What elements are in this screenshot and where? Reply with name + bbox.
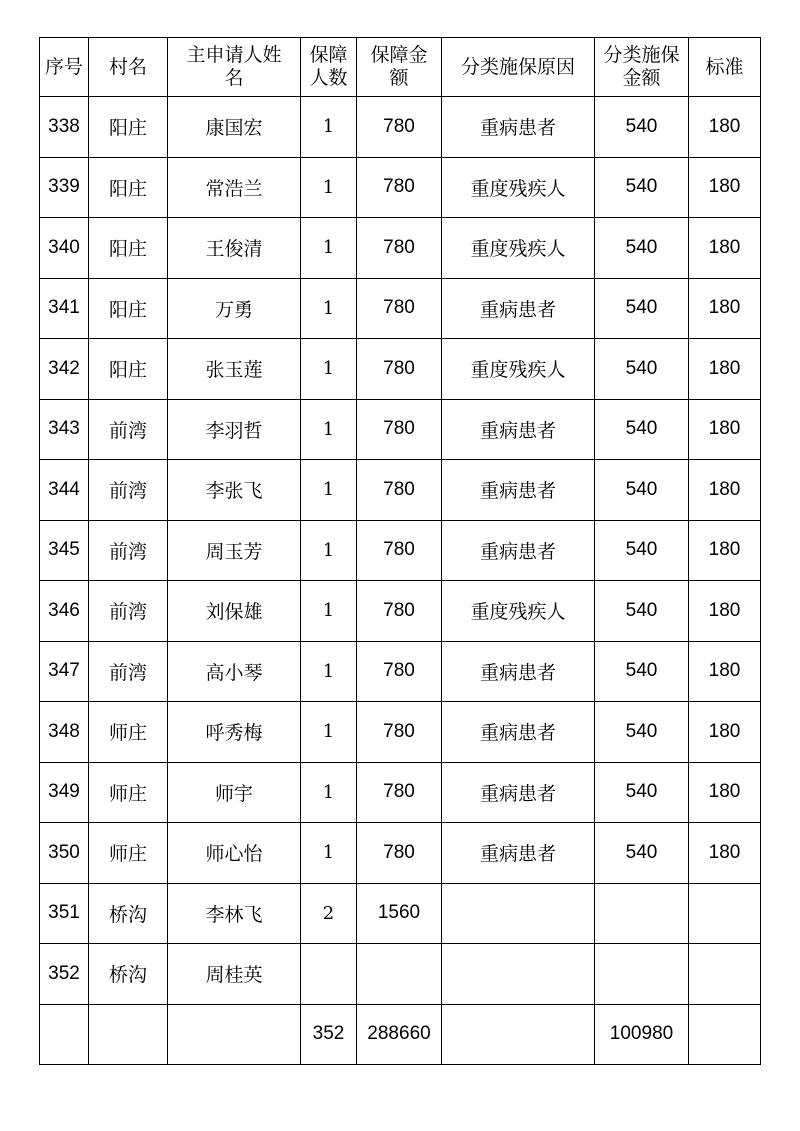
cell-applicant: 师宇 [168,762,301,823]
table-row [40,399,761,460]
cell-reason: 重病患者 [442,702,595,763]
cell-reason: 重度残疾人 [442,157,595,218]
cell-amount: 780 [357,823,442,884]
cell-seq: 346 [40,581,89,642]
header-seq: 序号 [40,38,89,97]
cell-class-amount: 540 [595,581,689,642]
cell-applicant: 张玉莲 [168,339,301,400]
cell-amount: 780 [357,157,442,218]
cell-class-amount: 540 [595,460,689,521]
cell-reason: 重病患者 [442,823,595,884]
cell-amount: 780 [357,278,442,339]
table-row [40,97,761,158]
cell-seq: 338 [40,97,89,158]
cell-persons: 1 [301,520,357,581]
cell-applicant: 呼秀梅 [168,702,301,763]
header-row [40,38,761,97]
cell-seq: 344 [40,460,89,521]
cell-amount: 780 [357,399,442,460]
total-cell-amount: 288660 [357,1004,442,1064]
cell-applicant: 周桂英 [168,944,301,1005]
header-village: 村名 [89,38,168,97]
cell-class-amount: 540 [595,762,689,823]
cell-standard: 180 [689,520,761,581]
table-row [40,702,761,763]
cell-seq: 348 [40,702,89,763]
cell-amount: 780 [357,218,442,279]
cell-amount: 780 [357,520,442,581]
cell-persons: 1 [301,641,357,702]
cell-applicant: 刘保雄 [168,581,301,642]
cell-reason: 重病患者 [442,460,595,521]
cell-seq: 350 [40,823,89,884]
cell-persons: 1 [301,278,357,339]
cell-village: 阳庄 [89,278,168,339]
cell-reason: 重病患者 [442,641,595,702]
cell-standard [689,944,761,1005]
cell-standard: 180 [689,218,761,279]
cell-persons [301,944,357,1005]
header-applicant: 主申请人姓名 [168,38,301,97]
cell-amount: 780 [357,339,442,400]
cell-seq: 343 [40,399,89,460]
cell-standard: 180 [689,339,761,400]
table-row [40,944,761,1005]
cell-reason: 重病患者 [442,278,595,339]
table-row [40,641,761,702]
cell-seq: 347 [40,641,89,702]
cell-village: 阳庄 [89,157,168,218]
cell-standard: 180 [689,762,761,823]
cell-village: 前湾 [89,399,168,460]
cell-standard: 180 [689,97,761,158]
cell-village: 阳庄 [89,218,168,279]
cell-class-amount: 540 [595,97,689,158]
cell-applicant: 李林飞 [168,883,301,944]
assistance-table [39,37,761,1065]
cell-reason: 重病患者 [442,399,595,460]
cell-seq: 341 [40,278,89,339]
cell-village: 前湾 [89,520,168,581]
total-cell-village [89,1004,168,1064]
table-row [40,883,761,944]
cell-standard [689,883,761,944]
document-page [39,37,761,1065]
header-standard: 标准 [689,38,761,97]
cell-village: 阳庄 [89,339,168,400]
cell-reason [442,883,595,944]
cell-seq: 342 [40,339,89,400]
cell-village: 师庄 [89,762,168,823]
table-row [40,823,761,884]
cell-applicant: 师心怡 [168,823,301,884]
cell-class-amount [595,883,689,944]
cell-class-amount: 540 [595,218,689,279]
cell-standard: 180 [689,157,761,218]
total-cell-persons: 352 [301,1004,357,1064]
cell-class-amount: 540 [595,823,689,884]
cell-seq: 340 [40,218,89,279]
header-amount: 保障金额 [357,38,442,97]
cell-amount: 780 [357,97,442,158]
cell-applicant: 周玉芳 [168,520,301,581]
cell-persons: 1 [301,339,357,400]
cell-persons: 1 [301,157,357,218]
cell-persons: 1 [301,762,357,823]
cell-class-amount: 540 [595,399,689,460]
cell-persons: 1 [301,97,357,158]
cell-persons: 1 [301,218,357,279]
total-cell-class-amount: 100980 [595,1004,689,1064]
cell-seq: 345 [40,520,89,581]
table-body [40,97,761,1065]
cell-applicant: 高小琴 [168,641,301,702]
cell-class-amount [595,944,689,1005]
table-row [40,339,761,400]
total-cell-reason [442,1004,595,1064]
cell-amount: 780 [357,460,442,521]
header-reason: 分类施保原因 [442,38,595,97]
cell-standard: 180 [689,581,761,642]
cell-reason: 重病患者 [442,97,595,158]
cell-standard: 180 [689,641,761,702]
cell-village: 前湾 [89,460,168,521]
table-row [40,520,761,581]
cell-village: 阳庄 [89,97,168,158]
cell-applicant: 万勇 [168,278,301,339]
cell-applicant: 康国宏 [168,97,301,158]
cell-standard: 180 [689,278,761,339]
cell-class-amount: 540 [595,339,689,400]
cell-village: 前湾 [89,581,168,642]
cell-seq: 349 [40,762,89,823]
cell-applicant: 李羽哲 [168,399,301,460]
cell-amount: 780 [357,581,442,642]
cell-class-amount: 540 [595,702,689,763]
cell-class-amount: 540 [595,520,689,581]
total-cell-applicant [168,1004,301,1064]
cell-persons: 1 [301,460,357,521]
cell-persons: 1 [301,823,357,884]
cell-class-amount: 540 [595,157,689,218]
cell-class-amount: 540 [595,278,689,339]
table-row [40,460,761,521]
cell-amount: 780 [357,641,442,702]
cell-reason: 重度残疾人 [442,581,595,642]
cell-village: 师庄 [89,702,168,763]
table-row [40,157,761,218]
table-row [40,581,761,642]
header-persons: 保障人数 [301,38,357,97]
cell-applicant: 李张飞 [168,460,301,521]
totals-row [40,1004,761,1064]
cell-reason: 重度残疾人 [442,218,595,279]
cell-standard: 180 [689,702,761,763]
cell-village: 桥沟 [89,944,168,1005]
cell-persons: 1 [301,702,357,763]
header-class-amount: 分类施保金额 [595,38,689,97]
cell-village: 师庄 [89,823,168,884]
cell-amount: 780 [357,762,442,823]
table-row [40,218,761,279]
cell-applicant: 王俊清 [168,218,301,279]
cell-amount: 1560 [357,883,442,944]
cell-standard: 180 [689,823,761,884]
cell-seq: 339 [40,157,89,218]
cell-persons: 1 [301,581,357,642]
cell-village: 前湾 [89,641,168,702]
cell-reason: 重病患者 [442,762,595,823]
cell-reason [442,944,595,1005]
cell-amount: 780 [357,702,442,763]
cell-seq: 352 [40,944,89,1005]
cell-seq: 351 [40,883,89,944]
table-row [40,762,761,823]
cell-village: 桥沟 [89,883,168,944]
cell-applicant: 常浩兰 [168,157,301,218]
cell-amount [357,944,442,1005]
cell-persons: 1 [301,399,357,460]
table-row [40,278,761,339]
cell-standard: 180 [689,460,761,521]
cell-reason: 重度残疾人 [442,339,595,400]
cell-persons: 2 [301,883,357,944]
total-cell-seq [40,1004,89,1064]
total-cell-standard [689,1004,761,1064]
cell-class-amount: 540 [595,641,689,702]
cell-standard: 180 [689,399,761,460]
cell-reason: 重病患者 [442,520,595,581]
